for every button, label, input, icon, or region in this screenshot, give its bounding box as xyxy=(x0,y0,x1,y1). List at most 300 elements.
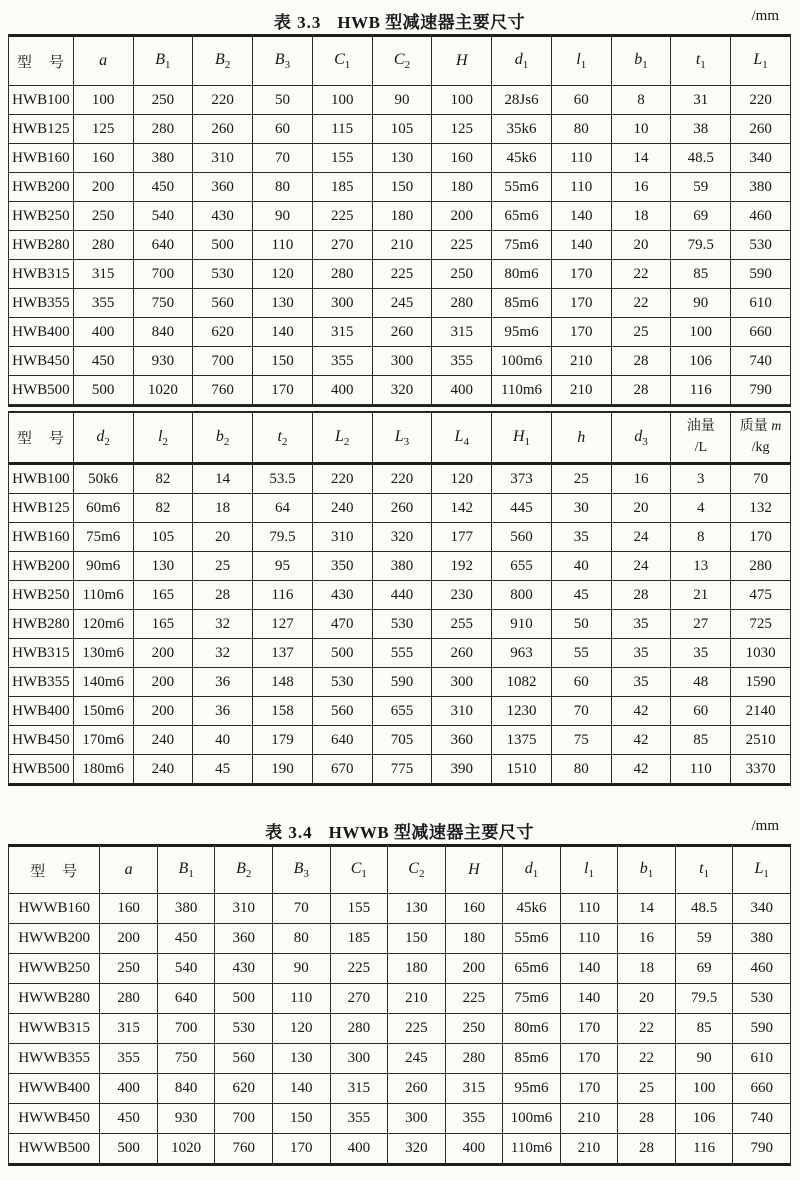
value-cell: 35 xyxy=(551,523,611,552)
value-cell: 10 xyxy=(611,115,671,144)
column-header: $B_3$ xyxy=(273,846,331,894)
value-cell: 110 xyxy=(671,755,731,785)
value-cell: 700 xyxy=(193,347,253,376)
value-cell: 200 xyxy=(133,668,193,697)
value-cell: 130 xyxy=(133,552,193,581)
model-cell: HWB125 xyxy=(9,494,74,523)
value-cell: 315 xyxy=(312,318,372,347)
value-cell: 445 xyxy=(492,494,552,523)
value-cell: 180 xyxy=(432,173,492,202)
value-cell: 130 xyxy=(273,1044,331,1074)
value-cell: 400 xyxy=(73,318,133,347)
model-cell: HWB355 xyxy=(9,289,74,318)
model-cell: HWWB500 xyxy=(9,1134,100,1165)
value-cell: 170 xyxy=(551,318,611,347)
value-cell: 30 xyxy=(551,494,611,523)
value-cell: 280 xyxy=(330,1014,388,1044)
value-cell: 120 xyxy=(432,464,492,494)
value-cell: 530 xyxy=(193,260,253,289)
value-cell: 110 xyxy=(551,173,611,202)
value-cell: 140 xyxy=(560,984,618,1014)
value-cell: 25 xyxy=(193,552,253,581)
model-cell: HWB160 xyxy=(9,523,74,552)
model-column-header: 型 号 xyxy=(9,413,74,464)
value-cell: 560 xyxy=(193,289,253,318)
value-cell: 930 xyxy=(133,347,193,376)
value-cell: 640 xyxy=(157,984,215,1014)
column-header: $B_1$ xyxy=(133,36,193,86)
table-row xyxy=(9,984,791,1014)
column-header: H xyxy=(432,36,492,86)
column-header: $L_4$ xyxy=(432,413,492,464)
value-cell: 28 xyxy=(618,1104,676,1134)
value-cell: 655 xyxy=(492,552,552,581)
value-cell: 590 xyxy=(372,668,432,697)
value-cell: 380 xyxy=(133,144,193,173)
table-row xyxy=(9,726,791,755)
model-cell: HWWB250 xyxy=(9,954,100,984)
value-cell: 192 xyxy=(432,552,492,581)
value-cell: 150 xyxy=(372,173,432,202)
value-cell: 70 xyxy=(253,144,313,173)
model-cell: HWWB400 xyxy=(9,1074,100,1104)
value-cell: 260 xyxy=(432,639,492,668)
value-cell: 48.5 xyxy=(671,144,731,173)
value-cell: 20 xyxy=(611,494,671,523)
value-cell: 170 xyxy=(560,1074,618,1104)
value-cell: 179 xyxy=(253,726,313,755)
value-cell: 18 xyxy=(193,494,253,523)
value-cell: 280 xyxy=(73,231,133,260)
value-cell: 125 xyxy=(73,115,133,144)
value-cell: 355 xyxy=(312,347,372,376)
model-cell: HWWB355 xyxy=(9,1044,100,1074)
value-cell: 1030 xyxy=(731,639,791,668)
value-cell: 245 xyxy=(388,1044,446,1074)
value-cell: 60m6 xyxy=(73,494,133,523)
column-header: $C_2$ xyxy=(388,846,446,894)
value-cell: 540 xyxy=(157,954,215,984)
value-cell: 180 xyxy=(445,924,503,954)
value-cell: 430 xyxy=(193,202,253,231)
value-cell: 8 xyxy=(611,86,671,115)
value-cell: 28 xyxy=(611,581,671,610)
value-cell: 28 xyxy=(611,347,671,376)
value-cell: 190 xyxy=(253,755,313,785)
value-cell: 260 xyxy=(193,115,253,144)
value-cell: 200 xyxy=(432,202,492,231)
value-cell: 22 xyxy=(618,1014,676,1044)
value-cell: 1230 xyxy=(492,697,552,726)
value-cell: 280 xyxy=(731,552,791,581)
value-cell: 79.5 xyxy=(671,231,731,260)
value-cell: 620 xyxy=(215,1074,273,1104)
value-cell: 140 xyxy=(560,954,618,984)
model-cell: HWB100 xyxy=(9,86,74,115)
table34-caption-title: HWWB 型减速器主要尺寸 xyxy=(328,823,534,842)
column-header: $C_1$ xyxy=(330,846,388,894)
value-cell: 255 xyxy=(432,610,492,639)
model-cell: HWB100 xyxy=(9,464,74,494)
value-cell: 240 xyxy=(133,726,193,755)
value-cell: 300 xyxy=(330,1044,388,1074)
model-cell: HWB400 xyxy=(9,318,74,347)
value-cell: 360 xyxy=(432,726,492,755)
value-cell: 31 xyxy=(671,86,731,115)
value-cell: 170 xyxy=(273,1134,331,1165)
value-cell: 355 xyxy=(100,1044,158,1074)
value-cell: 85 xyxy=(671,260,731,289)
value-cell: 115 xyxy=(312,115,372,144)
value-cell: 100 xyxy=(432,86,492,115)
model-cell: HWB315 xyxy=(9,260,74,289)
value-cell: 120 xyxy=(253,260,313,289)
value-cell: 53.5 xyxy=(253,464,313,494)
value-cell: 106 xyxy=(675,1104,733,1134)
value-cell: 140 xyxy=(253,318,313,347)
value-cell: 36 xyxy=(193,697,253,726)
value-cell: 355 xyxy=(445,1104,503,1134)
value-cell: 150 xyxy=(273,1104,331,1134)
value-cell: 200 xyxy=(445,954,503,984)
value-cell: 400 xyxy=(312,376,372,405)
value-cell: 80 xyxy=(253,173,313,202)
value-cell: 14 xyxy=(193,464,253,494)
column-header: 油量 /L xyxy=(671,413,731,464)
table-row xyxy=(9,202,791,231)
value-cell: 95m6 xyxy=(503,1074,561,1104)
table34-caption-number: 表 3.4 xyxy=(265,823,313,842)
value-cell: 340 xyxy=(731,144,791,173)
value-cell: 350 xyxy=(312,552,372,581)
value-cell: 120 xyxy=(273,1014,331,1044)
value-cell: 85m6 xyxy=(503,1044,561,1074)
value-cell: 320 xyxy=(388,1134,446,1165)
value-cell: 240 xyxy=(133,755,193,785)
value-cell: 165 xyxy=(133,610,193,639)
value-cell: 500 xyxy=(215,984,273,1014)
value-cell: 500 xyxy=(193,231,253,260)
value-cell: 16 xyxy=(611,173,671,202)
table-row xyxy=(9,697,791,726)
value-cell: 16 xyxy=(618,924,676,954)
value-cell: 105 xyxy=(372,115,432,144)
value-cell: 79.5 xyxy=(253,523,313,552)
value-cell: 270 xyxy=(330,984,388,1014)
value-cell: 2140 xyxy=(731,697,791,726)
value-cell: 85 xyxy=(675,1014,733,1044)
value-cell: 300 xyxy=(372,347,432,376)
column-header: 质量 m /kg xyxy=(731,413,791,464)
value-cell: 400 xyxy=(445,1134,503,1165)
value-cell: 1020 xyxy=(157,1134,215,1165)
value-cell: 200 xyxy=(133,639,193,668)
table-row xyxy=(9,260,791,289)
value-cell: 225 xyxy=(372,260,432,289)
value-cell: 240 xyxy=(312,494,372,523)
value-cell: 25 xyxy=(618,1074,676,1104)
column-header: $t_1$ xyxy=(671,36,731,86)
model-cell: HWB125 xyxy=(9,115,74,144)
value-cell: 300 xyxy=(312,289,372,318)
value-cell: 14 xyxy=(611,144,671,173)
table34-header xyxy=(9,846,791,894)
table-row xyxy=(9,924,791,954)
value-cell: 90 xyxy=(675,1044,733,1074)
value-cell: 150m6 xyxy=(73,697,133,726)
value-cell: 160 xyxy=(432,144,492,173)
value-cell: 700 xyxy=(215,1104,273,1134)
value-cell: 840 xyxy=(157,1074,215,1104)
value-cell: 250 xyxy=(133,86,193,115)
value-cell: 82 xyxy=(133,464,193,494)
value-cell: 210 xyxy=(551,376,611,405)
value-cell: 280 xyxy=(432,289,492,318)
model-cell: HWWB200 xyxy=(9,924,100,954)
model-cell: HWWB160 xyxy=(9,894,100,924)
value-cell: 1590 xyxy=(731,668,791,697)
value-cell: 1082 xyxy=(492,668,552,697)
table-row xyxy=(9,347,791,376)
value-cell: 530 xyxy=(215,1014,273,1044)
value-cell: 160 xyxy=(100,894,158,924)
value-cell: 655 xyxy=(372,697,432,726)
value-cell: 28Js6 xyxy=(492,86,552,115)
value-cell: 790 xyxy=(733,1134,791,1165)
value-cell: 200 xyxy=(73,173,133,202)
value-cell: 32 xyxy=(193,610,253,639)
value-cell: 130 xyxy=(388,894,446,924)
value-cell: 80m6 xyxy=(503,1014,561,1044)
value-cell: 500 xyxy=(73,376,133,405)
value-cell: 200 xyxy=(100,924,158,954)
value-cell: 42 xyxy=(611,755,671,785)
value-cell: 220 xyxy=(312,464,372,494)
header-row xyxy=(9,846,791,894)
value-cell: 110m6 xyxy=(73,581,133,610)
value-cell: 59 xyxy=(671,173,731,202)
value-cell: 750 xyxy=(157,1044,215,1074)
value-cell: 470 xyxy=(312,610,372,639)
value-cell: 560 xyxy=(215,1044,273,1074)
value-cell: 530 xyxy=(372,610,432,639)
value-cell: 760 xyxy=(193,376,253,405)
value-cell: 160 xyxy=(445,894,503,924)
value-cell: 3 xyxy=(671,464,731,494)
section-divider-double-rule xyxy=(8,405,791,412)
value-cell: 560 xyxy=(492,523,552,552)
value-cell: 70 xyxy=(551,697,611,726)
table-row xyxy=(9,1014,791,1044)
table-row xyxy=(9,954,791,984)
value-cell: 125 xyxy=(432,115,492,144)
table33-section2 xyxy=(8,412,791,786)
value-cell: 180m6 xyxy=(73,755,133,785)
value-cell: 530 xyxy=(733,984,791,1014)
value-cell: 450 xyxy=(133,173,193,202)
value-cell: 210 xyxy=(560,1104,618,1134)
value-cell: 300 xyxy=(388,1104,446,1134)
column-header: $d_1$ xyxy=(503,846,561,894)
value-cell: 320 xyxy=(372,523,432,552)
model-cell: HWB280 xyxy=(9,610,74,639)
value-cell: 35 xyxy=(611,668,671,697)
value-cell: 50k6 xyxy=(73,464,133,494)
value-cell: 315 xyxy=(100,1014,158,1044)
value-cell: 360 xyxy=(215,924,273,954)
value-cell: 640 xyxy=(133,231,193,260)
value-cell: 24 xyxy=(611,523,671,552)
value-cell: 210 xyxy=(551,347,611,376)
value-cell: 180 xyxy=(388,954,446,984)
value-cell: 42 xyxy=(611,697,671,726)
value-cell: 450 xyxy=(157,924,215,954)
value-cell: 25 xyxy=(611,318,671,347)
value-cell: 160 xyxy=(73,144,133,173)
value-cell: 280 xyxy=(133,115,193,144)
value-cell: 2510 xyxy=(731,726,791,755)
value-cell: 280 xyxy=(312,260,372,289)
table-row xyxy=(9,1074,791,1104)
model-cell: HWB500 xyxy=(9,755,74,785)
table-row xyxy=(9,668,791,697)
value-cell: 260 xyxy=(372,494,432,523)
value-cell: 450 xyxy=(73,347,133,376)
column-header: $d_1$ xyxy=(492,36,552,86)
table34 xyxy=(8,844,791,1166)
value-cell: 210 xyxy=(388,984,446,1014)
value-cell: 90 xyxy=(372,86,432,115)
value-cell: 65m6 xyxy=(492,202,552,231)
value-cell: 155 xyxy=(312,144,372,173)
value-cell: 137 xyxy=(253,639,313,668)
table-row xyxy=(9,1104,791,1134)
column-header: $b_1$ xyxy=(611,36,671,86)
model-column-header: 型 号 xyxy=(9,846,100,894)
value-cell: 59 xyxy=(675,924,733,954)
value-cell: 315 xyxy=(445,1074,503,1104)
value-cell: 270 xyxy=(312,231,372,260)
table-row xyxy=(9,86,791,115)
value-cell: 250 xyxy=(100,954,158,984)
value-cell: 225 xyxy=(312,202,372,231)
value-cell: 140 xyxy=(551,231,611,260)
value-cell: 640 xyxy=(312,726,372,755)
table-row xyxy=(9,318,791,347)
value-cell: 60 xyxy=(671,697,731,726)
value-cell: 45k6 xyxy=(503,894,561,924)
value-cell: 100 xyxy=(73,86,133,115)
value-cell: 22 xyxy=(611,260,671,289)
value-cell: 245 xyxy=(372,289,432,318)
value-cell: 500 xyxy=(100,1134,158,1165)
value-cell: 300 xyxy=(432,668,492,697)
table-row xyxy=(9,494,791,523)
model-column-header: 型 号 xyxy=(9,36,74,86)
table-row xyxy=(9,552,791,581)
value-cell: 555 xyxy=(372,639,432,668)
value-cell: 70 xyxy=(731,464,791,494)
value-cell: 35k6 xyxy=(492,115,552,144)
value-cell: 500 xyxy=(312,639,372,668)
value-cell: 155 xyxy=(330,894,388,924)
value-cell: 28 xyxy=(611,376,671,405)
column-header: $H_1$ xyxy=(492,413,552,464)
value-cell: 24 xyxy=(611,552,671,581)
value-cell: 210 xyxy=(372,231,432,260)
value-cell: 963 xyxy=(492,639,552,668)
value-cell: 315 xyxy=(73,260,133,289)
value-cell: 450 xyxy=(100,1104,158,1134)
table-row xyxy=(9,639,791,668)
table33-section2-body xyxy=(9,464,791,785)
value-cell: 460 xyxy=(733,954,791,984)
value-cell: 430 xyxy=(312,581,372,610)
table33-section1-header xyxy=(9,36,791,86)
value-cell: 90 xyxy=(253,202,313,231)
value-cell: 105 xyxy=(133,523,193,552)
value-cell: 22 xyxy=(618,1044,676,1074)
value-cell: 670 xyxy=(312,755,372,785)
value-cell: 85m6 xyxy=(492,289,552,318)
value-cell: 95m6 xyxy=(492,318,552,347)
value-cell: 380 xyxy=(733,924,791,954)
value-cell: 280 xyxy=(100,984,158,1014)
value-cell: 45k6 xyxy=(492,144,552,173)
value-cell: 4 xyxy=(671,494,731,523)
column-header: $l_1$ xyxy=(560,846,618,894)
value-cell: 90m6 xyxy=(73,552,133,581)
value-cell: 530 xyxy=(312,668,372,697)
value-cell: 210 xyxy=(560,1134,618,1165)
value-cell: 130m6 xyxy=(73,639,133,668)
value-cell: 390 xyxy=(432,755,492,785)
value-cell: 45 xyxy=(193,755,253,785)
column-header: h xyxy=(551,413,611,464)
model-cell: HWB450 xyxy=(9,347,74,376)
value-cell: 35 xyxy=(611,610,671,639)
value-cell: 140 xyxy=(273,1074,331,1104)
value-cell: 170 xyxy=(551,289,611,318)
column-header: $L_1$ xyxy=(733,846,791,894)
table33-section2-header xyxy=(9,413,791,464)
value-cell: 185 xyxy=(330,924,388,954)
value-cell: 48 xyxy=(671,668,731,697)
column-header: $L_1$ xyxy=(731,36,791,86)
value-cell: 225 xyxy=(330,954,388,984)
column-header: $b_1$ xyxy=(618,846,676,894)
value-cell: 250 xyxy=(445,1014,503,1044)
value-cell: 28 xyxy=(618,1134,676,1165)
table-row xyxy=(9,173,791,202)
value-cell: 90 xyxy=(671,289,731,318)
value-cell: 50 xyxy=(551,610,611,639)
value-cell: 170 xyxy=(731,523,791,552)
model-cell: HWB200 xyxy=(9,552,74,581)
value-cell: 705 xyxy=(372,726,432,755)
value-cell: 21 xyxy=(671,581,731,610)
value-cell: 35 xyxy=(611,639,671,668)
value-cell: 740 xyxy=(733,1104,791,1134)
column-header: $L_2$ xyxy=(312,413,372,464)
column-header: $l_1$ xyxy=(551,36,611,86)
value-cell: 75m6 xyxy=(503,984,561,1014)
value-cell: 170 xyxy=(560,1014,618,1044)
value-cell: 260 xyxy=(731,115,791,144)
value-cell: 75m6 xyxy=(73,523,133,552)
table34-caption xyxy=(8,818,791,843)
model-cell: HWWB450 xyxy=(9,1104,100,1134)
